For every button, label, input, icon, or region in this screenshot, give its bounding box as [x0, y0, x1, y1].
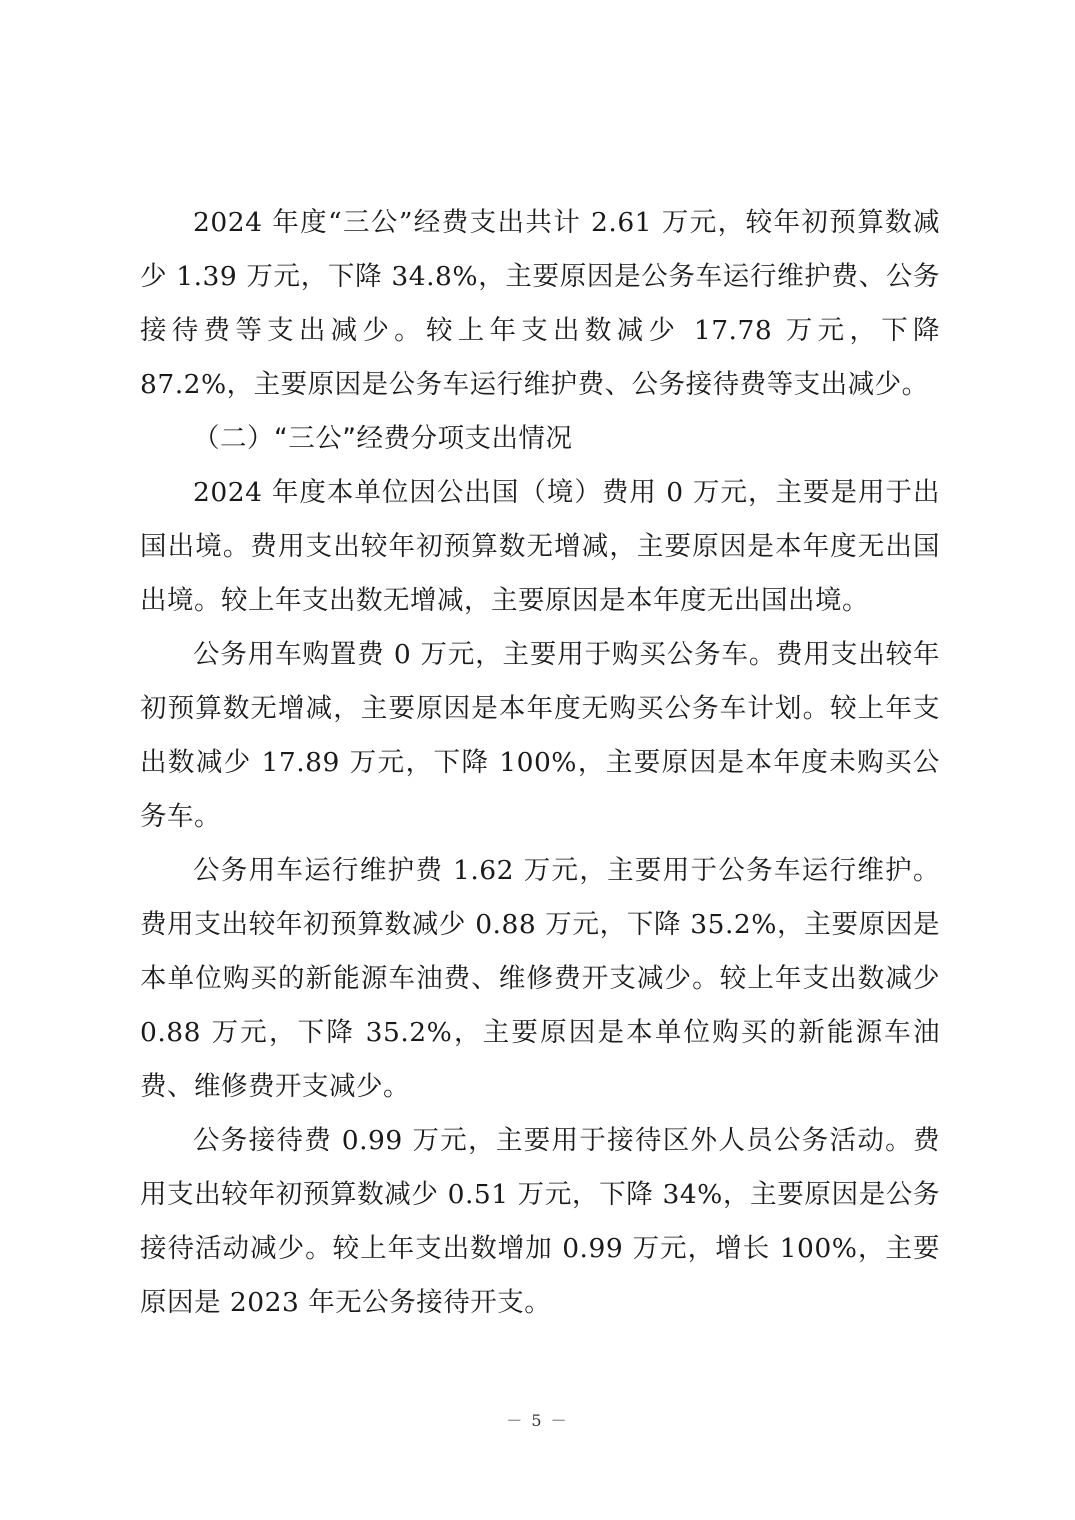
paragraph-overseas-travel: 2024 年度本单位因公出国（境）费用 0 万元，主要是用于出国出境。费用支出较年初预算数无增减，主要原因是本年度无出国出境。较上年支出数无增减，主要原因是本年度无出国出境。	[140, 477, 940, 616]
page-number: － 5 －	[506, 1411, 569, 1430]
paragraph-reception: 公务接待费 0.99 万元，主要用于接待区外人员公务活动。费用支出较年初预算数减少 0.51 万元，下降 34%，主要原因是公务接待活动减少。较上年支出数增加 0.99 万元，增长 100%，主要原因是 2023 年无公务接待开支。	[140, 1125, 940, 1318]
paragraph-summary: 2024 年度“三公”经费支出共计 2.61 万元，较年初预算数减少 1.39 万元，下降 34.8%，主要原因是公务车运行维护费、公务接待费等支出减少。较上年支出数减少 17.78 万元，下降 87.2%，主要原因是公务车运行维护费、公务接待费等支出减少。	[140, 207, 940, 400]
section-heading: （二）“三公”经费分项支出情况	[193, 423, 573, 454]
paragraph-vehicle-purchase: 公务用车购置费 0 万元，主要用于购买公务车。费用支出较年初预算数无增减，主要原因是本年度无购买公务车计划。较上年支出数减少 17.89 万元，下降 100%，主要原因是本年度未购买公务车。	[140, 639, 940, 832]
document-body	[140, 196, 940, 1330]
paragraph-vehicle-maintenance: 公务用车运行维护费 1.62 万元，主要用于公务车运行维护。费用支出较年初预算数减少 0.88 万元，下降 35.2%，主要原因是本单位购买的新能源车油费、维修费开支减少。较上年支出数减少 0.88 万元，下降 35.2%，主要原因是本单位购买的新能源车油费、维修费开支减少。	[140, 855, 940, 1102]
